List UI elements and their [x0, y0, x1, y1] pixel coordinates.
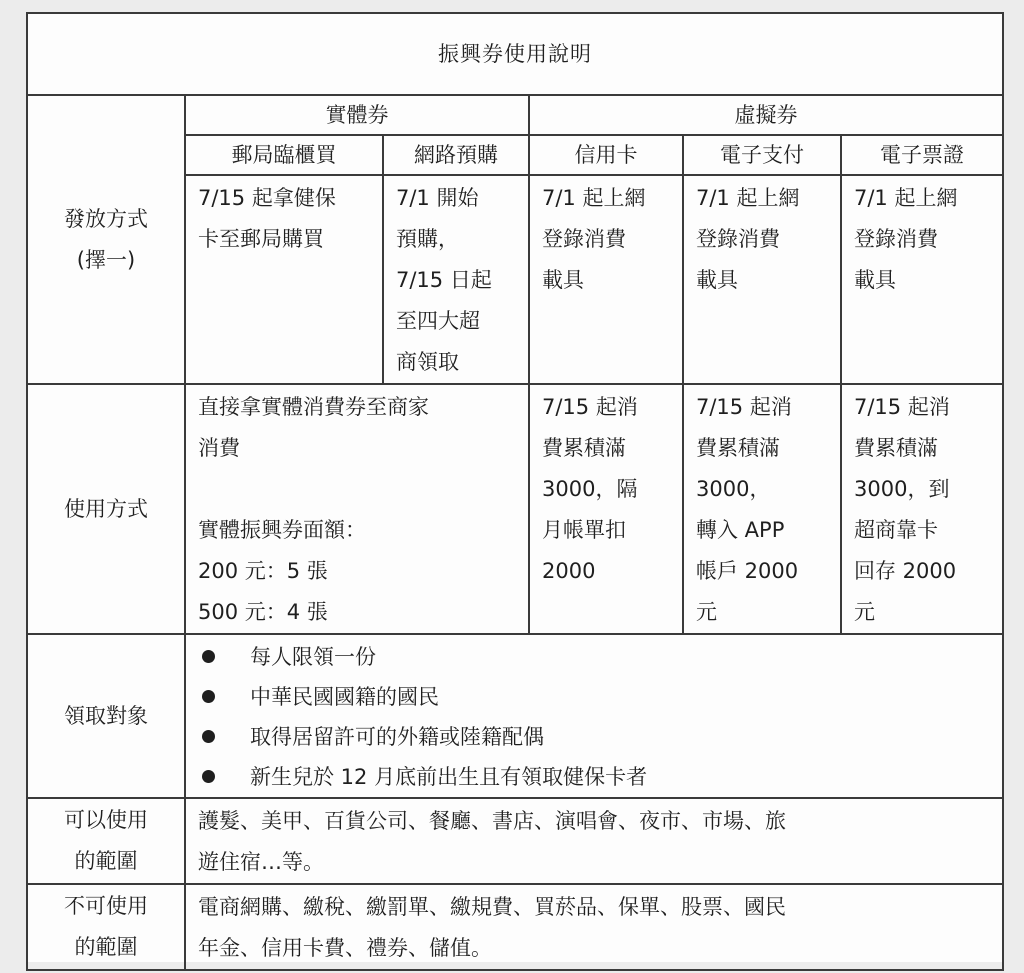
row-header-distribution	[27, 95, 185, 384]
list-item	[198, 677, 992, 717]
eligibility-list	[185, 634, 1003, 798]
eligibility-item: 每人限領一份	[250, 645, 376, 669]
text-line: 護髮、美甲、百貨公司、餐廳、書店、演唱會、夜市、市場、旅	[198, 809, 786, 833]
text-line: 費累積滿	[696, 436, 780, 460]
text-line: 轉入 APP	[696, 518, 785, 542]
text-line: 3000，隔	[542, 477, 638, 501]
row-header-distribution-line1: 發放方式	[64, 206, 148, 231]
text-line: 超商靠卡	[854, 518, 938, 542]
denomination-500: 500 元：4 張	[198, 600, 328, 624]
text-line: 卡至郵局購買	[198, 227, 324, 251]
text-line: 帳戶 2000	[696, 559, 799, 583]
row-header-eligibility: 領取對象	[27, 634, 185, 798]
bullet-icon	[202, 730, 215, 743]
text-line: 7/1 起上網	[854, 186, 958, 210]
page-title: 振興券使用說明	[27, 13, 1003, 95]
denomination-title: 實體振興券面額：	[198, 518, 366, 542]
distribution-e-ticket	[841, 175, 1003, 384]
usage-physical	[185, 384, 529, 634]
text-line: 3000，到	[854, 477, 950, 501]
denomination-200: 200 元：5 張	[198, 559, 328, 583]
allowed-scope	[185, 798, 1003, 884]
text-line: 月帳單扣	[542, 518, 626, 542]
group-physical-voucher: 實體券	[185, 95, 529, 135]
text-line: 登錄消費	[854, 227, 938, 251]
bullet-icon	[202, 650, 215, 663]
text-line: 回存 2000	[854, 559, 957, 583]
row-header-allowed	[27, 798, 185, 884]
text-line: 費累積滿	[854, 436, 938, 460]
bullet-icon	[202, 690, 215, 703]
row-header-disallowed-line2: 的範圍	[74, 935, 138, 959]
text-line: 7/15 起消	[854, 395, 950, 419]
usage-e-ticket	[841, 384, 1003, 634]
text-line: 7/15 起消	[542, 395, 638, 419]
row-header-allowed-line1: 可以使用	[64, 808, 148, 832]
eligibility-item: 中華民國國籍的國民	[250, 685, 439, 709]
text-line: 商領取	[396, 350, 459, 374]
distribution-online-preorder	[383, 175, 529, 384]
list-item	[198, 757, 992, 797]
eligibility-item: 新生兒於 12 月底前出生且有領取健保卡者	[250, 765, 648, 789]
list-item	[198, 717, 992, 757]
col-e-payment: 電子支付	[683, 135, 841, 175]
text-line: 3000，	[696, 477, 771, 501]
row-header-distribution-line2: (擇一)	[76, 247, 136, 272]
disallowed-scope	[185, 884, 1003, 970]
group-virtual-voucher: 虛擬券	[529, 95, 1003, 135]
text-line: 直接拿實體消費券至商家	[198, 395, 429, 419]
distribution-credit-card	[529, 175, 683, 384]
text-line: 登錄消費	[542, 227, 626, 251]
distribution-e-payment	[683, 175, 841, 384]
text-line: 遊住宿…等。	[198, 850, 324, 874]
row-header-usage: 使用方式	[27, 384, 185, 634]
text-line: 2000	[542, 559, 596, 583]
col-online-preorder: 網路預購	[383, 135, 529, 175]
text-line: 至四大超	[396, 309, 480, 333]
text-line: 7/1 起上網	[696, 186, 800, 210]
text-line: 費累積滿	[542, 436, 626, 460]
col-e-ticket: 電子票證	[841, 135, 1003, 175]
row-header-disallowed-line1: 不可使用	[64, 894, 148, 918]
text-line: 7/15 起拿健保	[198, 186, 336, 210]
text-line: 消費	[198, 436, 240, 460]
text-line: 預購，	[396, 227, 459, 251]
text-line: 元	[854, 600, 875, 624]
row-header-allowed-line2: 的範圍	[74, 849, 138, 873]
text-line: 載具	[542, 268, 584, 292]
text-line: 年金、信用卡費、禮券、儲值。	[198, 936, 492, 960]
text-line: 7/1 起上網	[542, 186, 646, 210]
text-line: 7/15 日起	[396, 268, 492, 292]
eligibility-item: 取得居留許可的外籍或陸籍配偶	[250, 725, 544, 749]
distribution-post-office	[185, 175, 383, 384]
row-header-disallowed	[27, 884, 185, 970]
list-item	[198, 637, 992, 677]
text-line: 載具	[696, 268, 738, 292]
bullet-icon	[202, 770, 215, 783]
text-line: 載具	[854, 268, 896, 292]
voucher-info-table	[26, 12, 1004, 971]
col-post-office: 郵局臨櫃買	[185, 135, 383, 175]
usage-credit-card	[529, 384, 683, 634]
col-credit-card: 信用卡	[529, 135, 683, 175]
text-line: 7/1 開始	[396, 186, 479, 210]
text-line: 元	[696, 600, 717, 624]
text-line: 電商網購、繳稅、繳罰單、繳規費、買菸品、保單、股票、國民	[198, 895, 786, 919]
text-line: 登錄消費	[696, 227, 780, 251]
usage-e-payment	[683, 384, 841, 634]
text-line: 7/15 起消	[696, 395, 792, 419]
